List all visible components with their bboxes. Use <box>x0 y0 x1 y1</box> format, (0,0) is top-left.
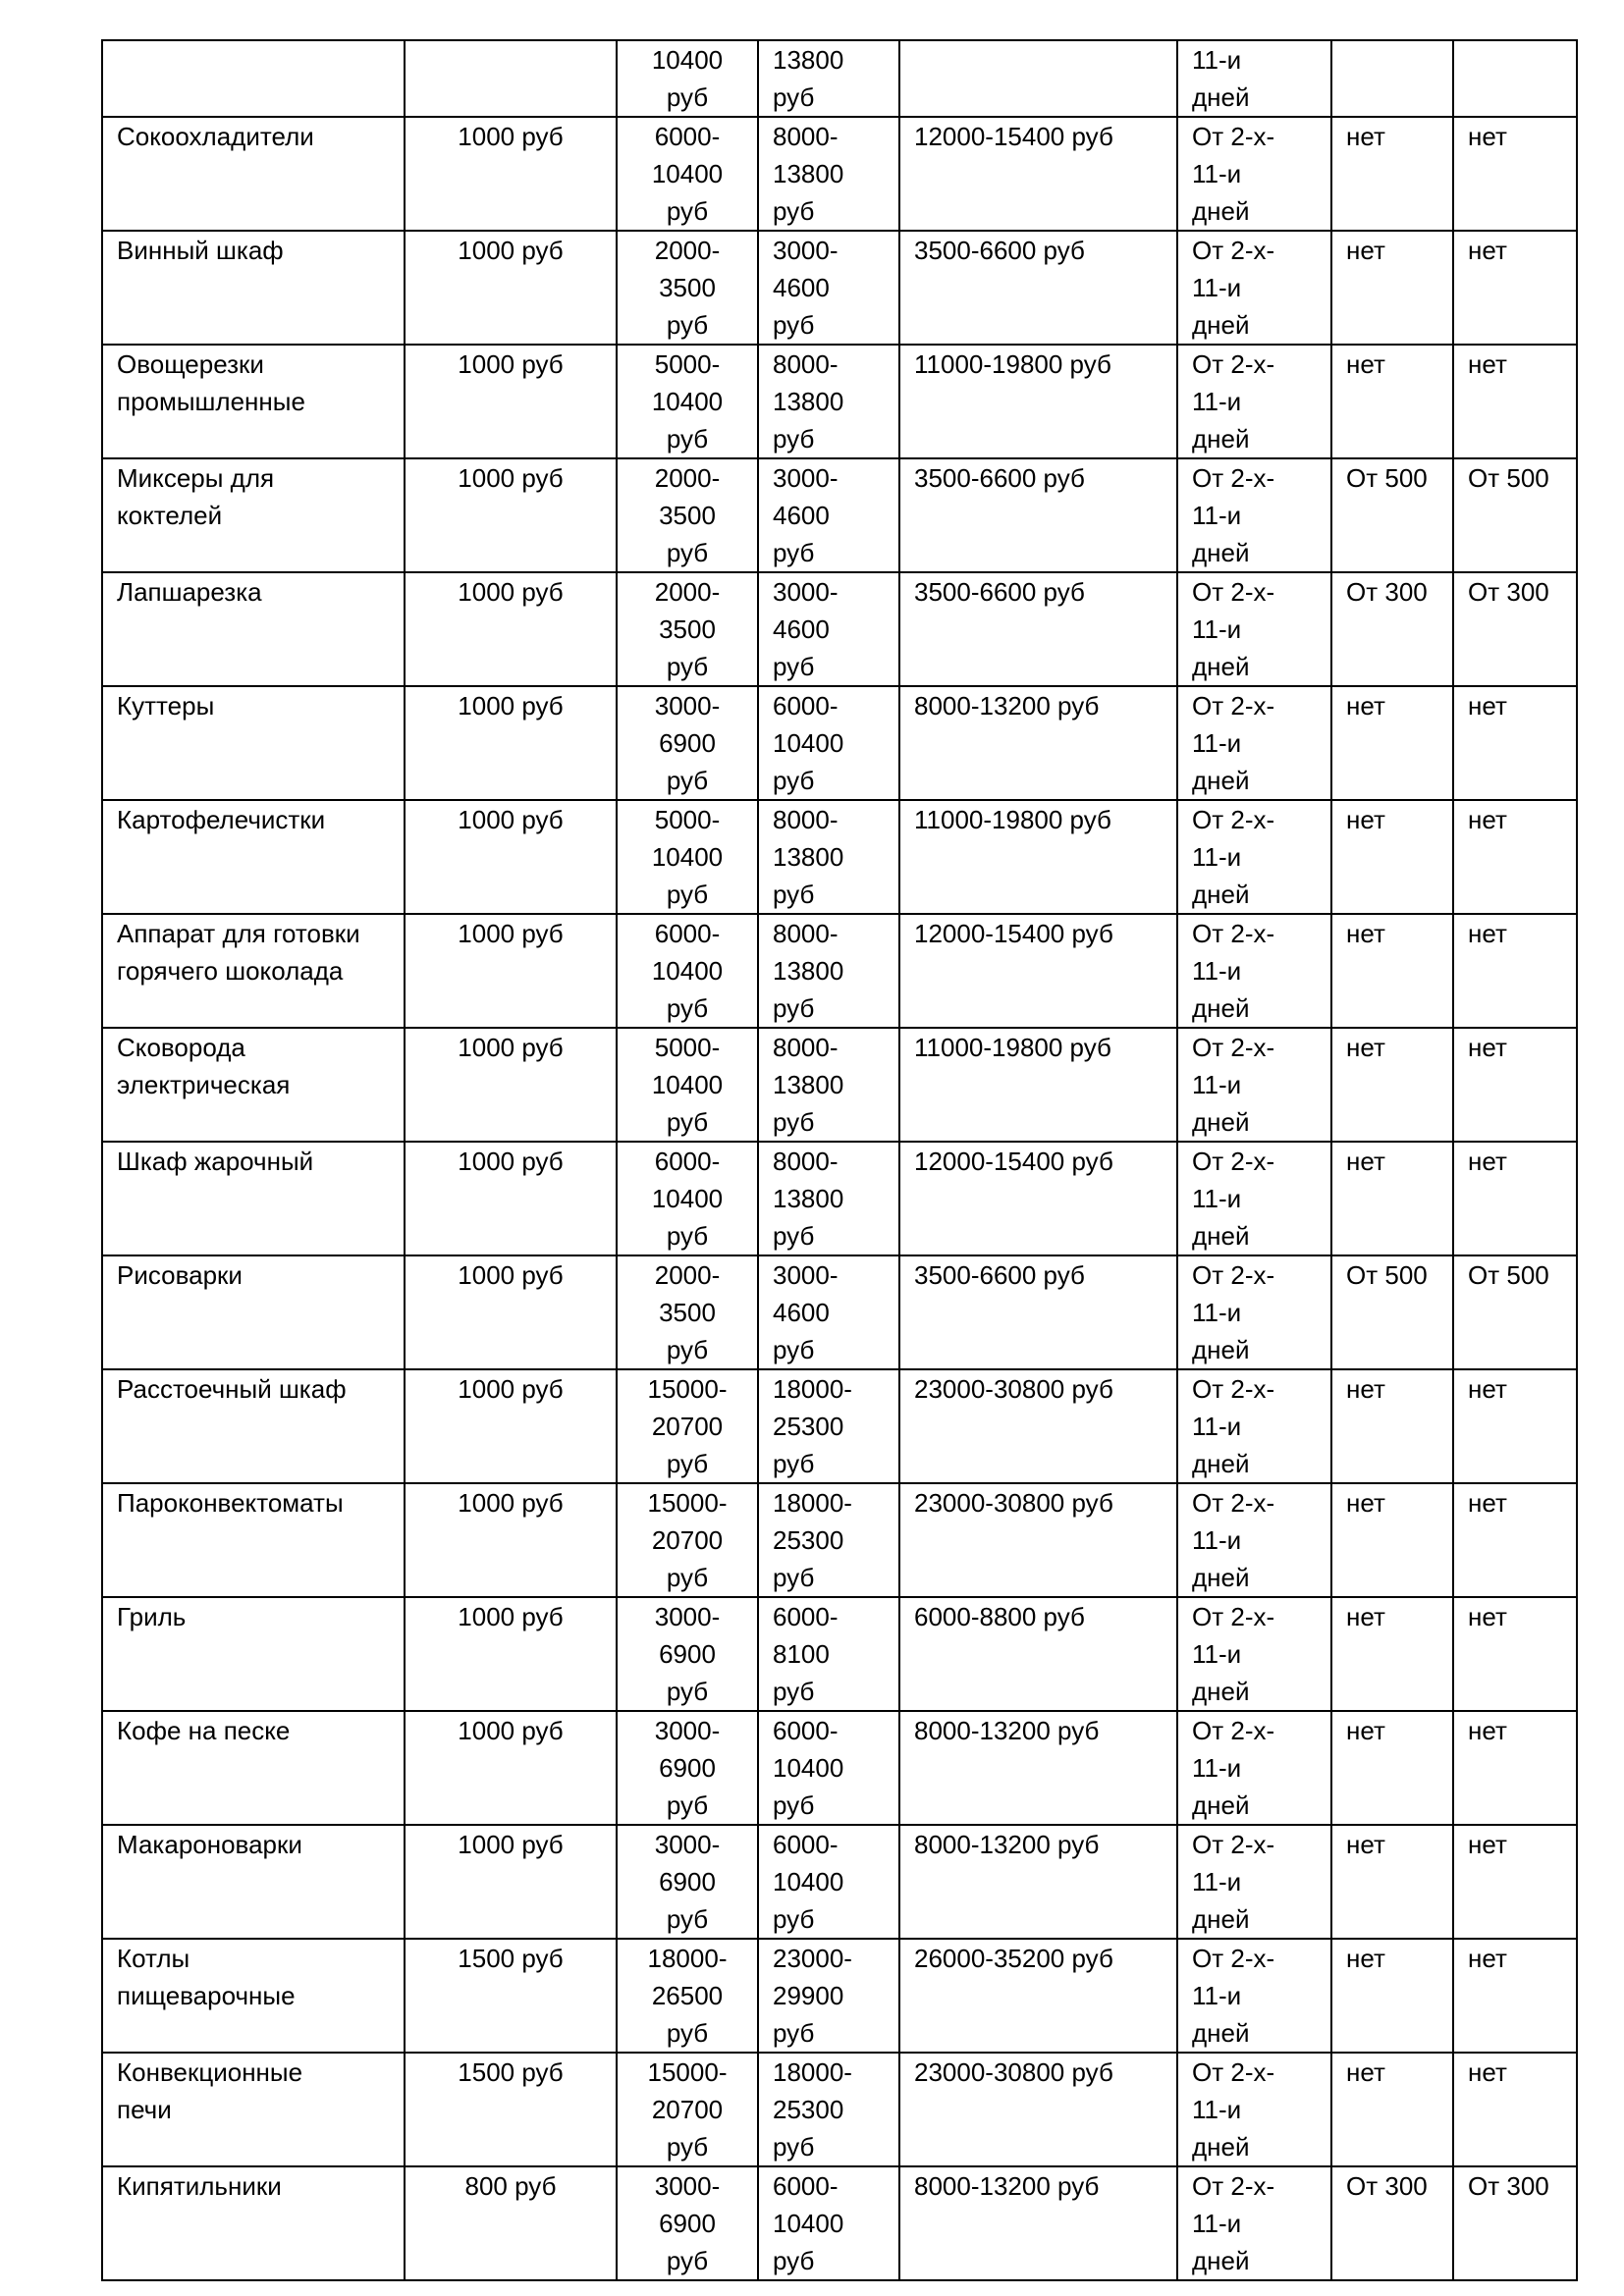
table-row <box>102 345 1577 458</box>
equipment-name-cell: Сокоохладители <box>102 117 405 231</box>
min-repair-price-cell: 2000- 3500 руб <box>617 458 758 572</box>
diagnostics-price-cell: 1000 руб <box>405 345 617 458</box>
diagnostics-price-cell: 1000 руб <box>405 1369 617 1483</box>
min-repair-price-cell: 2000- 3500 руб <box>617 1255 758 1369</box>
table-row <box>102 1483 1577 1597</box>
extra-price-cell-2 <box>1453 40 1577 117</box>
min-repair-price-cell: 6000- 10400 руб <box>617 117 758 231</box>
min-repair-price-cell: 3000- 6900 руб <box>617 686 758 800</box>
equipment-name-cell: Кипятильники <box>102 2166 405 2280</box>
full-repair-price-cell: 3500-6600 руб <box>899 231 1177 345</box>
extra-price-cell-2: нет <box>1453 231 1577 345</box>
diagnostics-price-cell: 1000 руб <box>405 117 617 231</box>
repair-term-cell: От 2-х- 11-и дней <box>1177 1825 1331 1939</box>
full-repair-price-cell: 8000-13200 руб <box>899 1825 1177 1939</box>
max-repair-price-cell: 3000- 4600 руб <box>758 1255 899 1369</box>
equipment-name-cell: Винный шкаф <box>102 231 405 345</box>
diagnostics-price-cell: 1000 руб <box>405 800 617 914</box>
max-repair-price-cell: 8000- 13800 руб <box>758 1142 899 1255</box>
max-repair-price-cell: 6000- 10400 руб <box>758 2166 899 2280</box>
min-repair-price-cell: 15000- 20700 руб <box>617 1369 758 1483</box>
max-repair-price-cell: 6000- 10400 руб <box>758 686 899 800</box>
repair-term-cell: 11-и дней <box>1177 40 1331 117</box>
min-repair-price-cell: 18000- 26500 руб <box>617 1939 758 2053</box>
extra-price-cell-2: нет <box>1453 345 1577 458</box>
extra-price-cell-2: нет <box>1453 1369 1577 1483</box>
min-repair-price-cell: 2000- 3500 руб <box>617 231 758 345</box>
repair-term-cell: От 2-х- 11-и дней <box>1177 1483 1331 1597</box>
extra-price-cell-1: нет <box>1331 345 1453 458</box>
extra-price-cell-2: нет <box>1453 1597 1577 1711</box>
min-repair-price-cell: 3000- 6900 руб <box>617 2166 758 2280</box>
table-row <box>102 1255 1577 1369</box>
table-row <box>102 117 1577 231</box>
equipment-name-cell: Рисоварки <box>102 1255 405 1369</box>
extra-price-cell-1: От 500 <box>1331 1255 1453 1369</box>
repair-term-cell: От 2-х- 11-и дней <box>1177 1597 1331 1711</box>
diagnostics-price-cell: 1000 руб <box>405 1483 617 1597</box>
extra-price-cell-2: нет <box>1453 800 1577 914</box>
table-row <box>102 1142 1577 1255</box>
diagnostics-price-cell: 1000 руб <box>405 686 617 800</box>
equipment-name-cell: Аппарат для готовки горячего шоколада <box>102 914 405 1028</box>
diagnostics-price-cell: 1000 руб <box>405 1255 617 1369</box>
diagnostics-price-cell: 1000 руб <box>405 1825 617 1939</box>
equipment-name-cell: Овощерезки промышленные <box>102 345 405 458</box>
max-repair-price-cell: 3000- 4600 руб <box>758 231 899 345</box>
extra-price-cell-2: нет <box>1453 1939 1577 2053</box>
max-repair-price-cell: 18000- 25300 руб <box>758 2053 899 2166</box>
repair-term-cell: От 2-х- 11-и дней <box>1177 1711 1331 1825</box>
table-row <box>102 686 1577 800</box>
extra-price-cell-1: нет <box>1331 117 1453 231</box>
extra-price-cell-1: нет <box>1331 1142 1453 1255</box>
table-row <box>102 1711 1577 1825</box>
extra-price-cell-1: нет <box>1331 1369 1453 1483</box>
equipment-name-cell: Шкаф жарочный <box>102 1142 405 1255</box>
repair-term-cell: От 2-х- 11-и дней <box>1177 686 1331 800</box>
full-repair-price-cell: 12000-15400 руб <box>899 117 1177 231</box>
extra-price-cell-2: нет <box>1453 1142 1577 1255</box>
diagnostics-price-cell: 1000 руб <box>405 458 617 572</box>
equipment-name-cell: Картофелечистки <box>102 800 405 914</box>
repair-term-cell: От 2-х- 11-и дней <box>1177 914 1331 1028</box>
min-repair-price-cell: 15000- 20700 руб <box>617 1483 758 1597</box>
full-repair-price-cell: 26000-35200 руб <box>899 1939 1177 2053</box>
equipment-name-cell: Гриль <box>102 1597 405 1711</box>
equipment-name-cell: Кофе на песке <box>102 1711 405 1825</box>
full-repair-price-cell: 3500-6600 руб <box>899 458 1177 572</box>
repair-term-cell: От 2-х- 11-и дней <box>1177 2166 1331 2280</box>
diagnostics-price-cell: 1000 руб <box>405 1142 617 1255</box>
extra-price-cell-1: нет <box>1331 686 1453 800</box>
diagnostics-price-cell: 1000 руб <box>405 1711 617 1825</box>
extra-price-cell-1: От 300 <box>1331 2166 1453 2280</box>
extra-price-cell-1: нет <box>1331 231 1453 345</box>
full-repair-price-cell: 11000-19800 руб <box>899 345 1177 458</box>
repair-term-cell: От 2-х- 11-и дней <box>1177 1369 1331 1483</box>
full-repair-price-cell: 8000-13200 руб <box>899 686 1177 800</box>
repair-term-cell: От 2-х- 11-и дней <box>1177 1028 1331 1142</box>
table-row <box>102 2166 1577 2280</box>
equipment-name-cell: Конвекционные печи <box>102 2053 405 2166</box>
equipment-name-cell: Лапшарезка <box>102 572 405 686</box>
table-row <box>102 1369 1577 1483</box>
max-repair-price-cell: 6000- 10400 руб <box>758 1711 899 1825</box>
extra-price-cell-2: нет <box>1453 686 1577 800</box>
max-repair-price-cell: 8000- 13800 руб <box>758 1028 899 1142</box>
min-repair-price-cell: 5000- 10400 руб <box>617 800 758 914</box>
table-body <box>102 40 1577 2280</box>
max-repair-price-cell: 3000- 4600 руб <box>758 458 899 572</box>
diagnostics-price-cell: 1000 руб <box>405 1028 617 1142</box>
repair-term-cell: От 2-х- 11-и дней <box>1177 2053 1331 2166</box>
extra-price-cell-1: От 300 <box>1331 572 1453 686</box>
repair-term-cell: От 2-х- 11-и дней <box>1177 800 1331 914</box>
min-repair-price-cell: 6000- 10400 руб <box>617 914 758 1028</box>
full-repair-price-cell: 12000-15400 руб <box>899 1142 1177 1255</box>
extra-price-cell-2: нет <box>1453 1028 1577 1142</box>
min-repair-price-cell: 3000- 6900 руб <box>617 1711 758 1825</box>
extra-price-cell-1: От 500 <box>1331 458 1453 572</box>
full-repair-price-cell: 23000-30800 руб <box>899 1483 1177 1597</box>
table-row <box>102 1939 1577 2053</box>
full-repair-price-cell: 3500-6600 руб <box>899 572 1177 686</box>
max-repair-price-cell: 3000- 4600 руб <box>758 572 899 686</box>
equipment-name-cell: Куттеры <box>102 686 405 800</box>
equipment-name-cell: Пароконвектоматы <box>102 1483 405 1597</box>
full-repair-price-cell: 12000-15400 руб <box>899 914 1177 1028</box>
diagnostics-price-cell: 1000 руб <box>405 231 617 345</box>
max-repair-price-cell: 8000- 13800 руб <box>758 914 899 1028</box>
table-row <box>102 458 1577 572</box>
table-row <box>102 40 1577 117</box>
full-repair-price-cell: 8000-13200 руб <box>899 1711 1177 1825</box>
full-repair-price-cell: 23000-30800 руб <box>899 2053 1177 2166</box>
equipment-name-cell <box>102 40 405 117</box>
max-repair-price-cell: 8000- 13800 руб <box>758 117 899 231</box>
full-repair-price-cell <box>899 40 1177 117</box>
diagnostics-price-cell: 1000 руб <box>405 572 617 686</box>
extra-price-cell-1: нет <box>1331 2053 1453 2166</box>
repair-term-cell: От 2-х- 11-и дней <box>1177 345 1331 458</box>
min-repair-price-cell: 5000- 10400 руб <box>617 1028 758 1142</box>
min-repair-price-cell: 10400 руб <box>617 40 758 117</box>
min-repair-price-cell: 2000- 3500 руб <box>617 572 758 686</box>
table-row <box>102 1825 1577 1939</box>
extra-price-cell-1: нет <box>1331 1939 1453 2053</box>
max-repair-price-cell: 6000- 8100 руб <box>758 1597 899 1711</box>
min-repair-price-cell: 3000- 6900 руб <box>617 1597 758 1711</box>
extra-price-cell-2: нет <box>1453 1825 1577 1939</box>
full-repair-price-cell: 23000-30800 руб <box>899 1369 1177 1483</box>
equipment-name-cell: Миксеры для коктелей <box>102 458 405 572</box>
extra-price-cell-1: нет <box>1331 800 1453 914</box>
full-repair-price-cell: 3500-6600 руб <box>899 1255 1177 1369</box>
min-repair-price-cell: 6000- 10400 руб <box>617 1142 758 1255</box>
diagnostics-price-cell <box>405 40 617 117</box>
equipment-name-cell: Макароноварки <box>102 1825 405 1939</box>
full-repair-price-cell: 8000-13200 руб <box>899 2166 1177 2280</box>
extra-price-cell-1: нет <box>1331 914 1453 1028</box>
min-repair-price-cell: 3000- 6900 руб <box>617 1825 758 1939</box>
repair-term-cell: От 2-х- 11-и дней <box>1177 231 1331 345</box>
max-repair-price-cell: 8000- 13800 руб <box>758 800 899 914</box>
extra-price-cell-2: От 500 <box>1453 458 1577 572</box>
extra-price-cell-2: нет <box>1453 117 1577 231</box>
diagnostics-price-cell: 1000 руб <box>405 1597 617 1711</box>
full-repair-price-cell: 11000-19800 руб <box>899 1028 1177 1142</box>
min-repair-price-cell: 5000- 10400 руб <box>617 345 758 458</box>
table-row <box>102 2053 1577 2166</box>
extra-price-cell-1: нет <box>1331 1711 1453 1825</box>
extra-price-cell-2: От 300 <box>1453 2166 1577 2280</box>
max-repair-price-cell: 23000- 29900 руб <box>758 1939 899 2053</box>
min-repair-price-cell: 15000- 20700 руб <box>617 2053 758 2166</box>
equipment-name-cell: Расстоечный шкаф <box>102 1369 405 1483</box>
repair-term-cell: От 2-х- 11-и дней <box>1177 572 1331 686</box>
extra-price-cell-2: нет <box>1453 914 1577 1028</box>
equipment-name-cell: Котлы пищеварочные <box>102 1939 405 2053</box>
table-row <box>102 572 1577 686</box>
full-repair-price-cell: 6000-8800 руб <box>899 1597 1177 1711</box>
repair-term-cell: От 2-х- 11-и дней <box>1177 458 1331 572</box>
max-repair-price-cell: 13800 руб <box>758 40 899 117</box>
table-row <box>102 1028 1577 1142</box>
table-row <box>102 1597 1577 1711</box>
extra-price-cell-1: нет <box>1331 1825 1453 1939</box>
price-table <box>101 39 1578 2281</box>
full-repair-price-cell: 11000-19800 руб <box>899 800 1177 914</box>
extra-price-cell-2: нет <box>1453 1711 1577 1825</box>
max-repair-price-cell: 8000- 13800 руб <box>758 345 899 458</box>
extra-price-cell-2: нет <box>1453 2053 1577 2166</box>
diagnostics-price-cell: 1000 руб <box>405 914 617 1028</box>
diagnostics-price-cell: 800 руб <box>405 2166 617 2280</box>
table-row <box>102 914 1577 1028</box>
table-row <box>102 800 1577 914</box>
repair-term-cell: От 2-х- 11-и дней <box>1177 117 1331 231</box>
repair-term-cell: От 2-х- 11-и дней <box>1177 1142 1331 1255</box>
repair-term-cell: От 2-х- 11-и дней <box>1177 1255 1331 1369</box>
extra-price-cell-1: нет <box>1331 1597 1453 1711</box>
diagnostics-price-cell: 1500 руб <box>405 2053 617 2166</box>
equipment-name-cell: Сковорода электрическая <box>102 1028 405 1142</box>
extra-price-cell-1: нет <box>1331 1028 1453 1142</box>
max-repair-price-cell: 6000- 10400 руб <box>758 1825 899 1939</box>
max-repair-price-cell: 18000- 25300 руб <box>758 1483 899 1597</box>
extra-price-cell-2: От 300 <box>1453 572 1577 686</box>
repair-term-cell: От 2-х- 11-и дней <box>1177 1939 1331 2053</box>
extra-price-cell-2: От 500 <box>1453 1255 1577 1369</box>
diagnostics-price-cell: 1500 руб <box>405 1939 617 2053</box>
extra-price-cell-1 <box>1331 40 1453 117</box>
extra-price-cell-1: нет <box>1331 1483 1453 1597</box>
max-repair-price-cell: 18000- 25300 руб <box>758 1369 899 1483</box>
extra-price-cell-2: нет <box>1453 1483 1577 1597</box>
table-row <box>102 231 1577 345</box>
